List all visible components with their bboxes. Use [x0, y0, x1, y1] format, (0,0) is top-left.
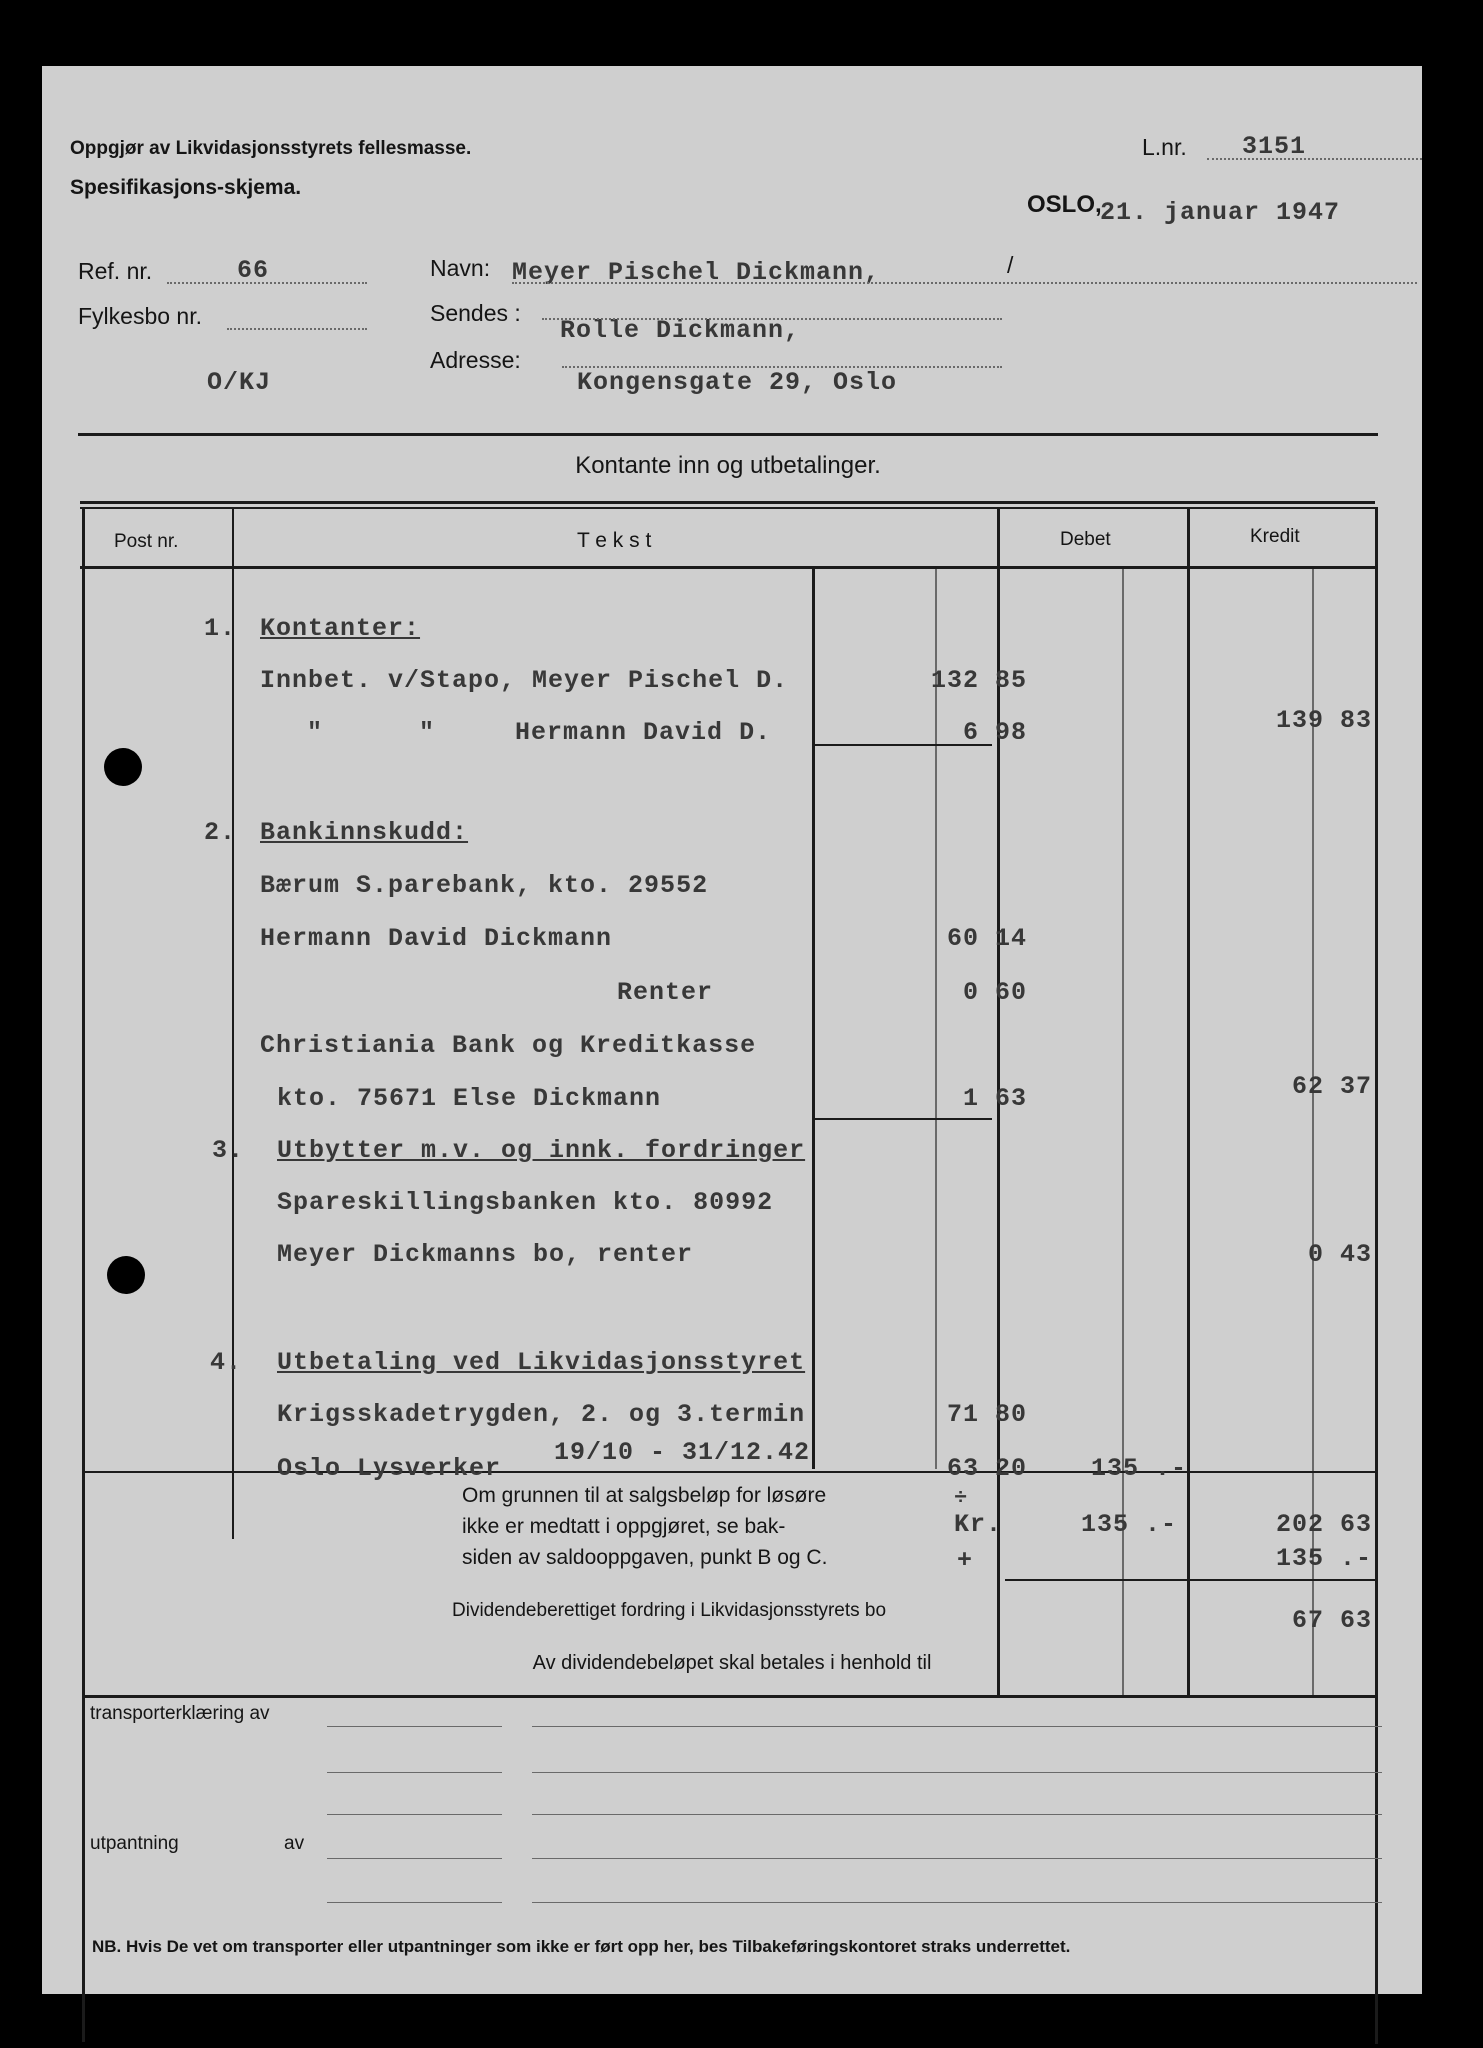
line-amount: 60 14 [946, 924, 1027, 953]
subtotal-rule-2 [812, 1118, 992, 1120]
fylkesbo-label: Fylkesbo nr. [78, 303, 202, 329]
line-text: Innbet. v/Stapo, Meyer Pischel D. [260, 666, 789, 695]
line-kredit: 62 37 [1291, 1072, 1372, 1101]
navn-line [512, 282, 1417, 284]
sendes-label: Sendes : [430, 300, 521, 326]
header-tekst: T e k s t [577, 529, 652, 552]
header-post: Post nr. [114, 531, 179, 552]
header-rule [80, 566, 1375, 569]
line-debet: 135 .- [1090, 1454, 1187, 1483]
footer-note-line: Om grunnen til at salgsbeløp for løsøre [462, 1484, 827, 1507]
transport-label: transporterklæring av [90, 1703, 270, 1724]
sign-line [327, 1772, 502, 1773]
section-title: Kontante inn og utbetalinger. [575, 452, 881, 479]
section-rule-top [78, 433, 1378, 436]
post-col-rule [232, 509, 234, 1539]
sign-line [327, 1902, 502, 1903]
line-text: Krigsskadetrygden, 2. og 3.termin [277, 1400, 806, 1429]
adresse-label: Adresse: [430, 347, 521, 373]
post-4: 4. [210, 1348, 243, 1377]
amount-col-left [812, 569, 815, 1469]
kr-label: Kr. [954, 1510, 1003, 1539]
line-text: Bankinnskudd: [260, 818, 469, 847]
form-title: Spesifikasjons-skjema. [70, 176, 302, 199]
line-amount: 63 20 [946, 1454, 1027, 1483]
line-amount: 132 85 [930, 666, 1027, 695]
line-amount: 1 63 [962, 1084, 1027, 1113]
adresse-value: Kongensgate 29, Oslo [577, 368, 898, 397]
punch-hole [104, 748, 142, 786]
line-text: Spareskillingsbanken kto. 80992 [277, 1188, 774, 1217]
sign-line [532, 1726, 1382, 1727]
ref-label: Ref. nr. [78, 258, 153, 284]
line-text: " " Hermann David D. [307, 718, 772, 747]
navn-slash: / [1007, 252, 1014, 278]
lnr-label: L.nr. [1142, 134, 1187, 160]
table-top-rule [80, 501, 1375, 504]
line-amount: 71 80 [946, 1400, 1027, 1429]
form-sheet [42, 66, 1422, 1994]
dividend-rule [1005, 1579, 1378, 1581]
footer-note-line: ikke er medtatt i oppgjøret, se bak- [462, 1515, 786, 1538]
sign-line [532, 1772, 1382, 1773]
date-value: 21. januar 1947 [1100, 198, 1341, 227]
navn-label: Navn: [430, 255, 491, 281]
post-3: 3. [212, 1136, 245, 1165]
fylkesbo-line [227, 328, 367, 330]
sendes-line [542, 318, 1002, 320]
line-text: Bærum S.parebank, kto. 29552 [260, 871, 709, 900]
header-kredit: Kredit [1250, 526, 1300, 547]
line-text: Kontanter: [260, 614, 421, 643]
line-text: Meyer Dickmanns bo, renter [277, 1240, 694, 1269]
header-debet: Debet [1060, 529, 1111, 550]
place: OSLO, [1027, 191, 1102, 218]
utpantning-av: av [284, 1833, 305, 1854]
navn-value: Meyer Pischel Dickmann, [512, 258, 881, 287]
dividend-value: 67 63 [1291, 1606, 1372, 1635]
sign-line [327, 1814, 502, 1815]
line-kredit: 139 83 [1275, 706, 1372, 735]
line-text: Christiania Bank og Kreditkasse [260, 1031, 757, 1060]
nb-note: NB. Hvis De vet om transporter eller utpantninger som ikke er ført opp her, bes Tilbakeføringskontoret straks underrettet. [92, 1937, 1071, 1956]
line-text: Utbetaling ved Likvidasjonsstyret [277, 1348, 806, 1377]
lnr-value: 3151 [1242, 132, 1307, 161]
adresse-line [562, 366, 1002, 368]
line-kredit: 0 43 [1307, 1240, 1372, 1269]
less-kredit: 135 .- [1275, 1544, 1372, 1573]
sign-line [532, 1814, 1382, 1815]
post-2: 2. [204, 818, 237, 847]
ref-line [167, 282, 367, 284]
ref-value: 66 [237, 256, 270, 285]
initials: O/KJ [207, 368, 272, 397]
sendes-value: Rolle Dickmann, [560, 316, 801, 345]
table-bottom [82, 1695, 1378, 1698]
kr-debet: 135 .- [1080, 1510, 1177, 1539]
line-amount: 0 60 [962, 978, 1027, 1007]
org-line: Oppgjør av Likvidasjonsstyrets fellesmasse. [70, 138, 472, 159]
line-text: Utbytter m.v. og innk. fordringer [277, 1136, 806, 1165]
minus-sign: ÷ [954, 1486, 969, 1511]
footer-note-line: siden av saldooppgaven, punkt B og C. [462, 1546, 828, 1569]
lnr-line [1207, 158, 1422, 160]
line-text: Oslo Lysverker [277, 1454, 502, 1483]
line-text: Renter [617, 978, 714, 1007]
dividend-label: Dividendeberettiget fordring i Likvidasjonsstyrets bo [452, 1600, 887, 1621]
kredit-col-left [1187, 507, 1190, 1697]
sign-line [532, 1858, 1382, 1859]
sign-line [327, 1858, 502, 1859]
line-text: Hermann David Dickmann [260, 924, 613, 953]
bottom-intro: Av dividendebeløpet skal betales i henhold til [532, 1652, 932, 1674]
utpantning-label: utpantning [90, 1833, 179, 1854]
period-note: 19/10 - 31/12.42 [554, 1438, 811, 1467]
kr-kredit: 202 63 [1275, 1510, 1372, 1539]
line-amount: 6 98 [962, 718, 1027, 747]
punch-hole [107, 1256, 145, 1294]
sign-line [532, 1902, 1382, 1903]
plus-sign: + [957, 1546, 974, 1575]
table-top-rule-2 [80, 507, 1375, 509]
sign-line [327, 1726, 502, 1727]
post-1: 1. [204, 614, 237, 643]
line-text: kto. 75671 Else Dickmann [277, 1084, 662, 1113]
amount-cents-rule [935, 569, 937, 1469]
